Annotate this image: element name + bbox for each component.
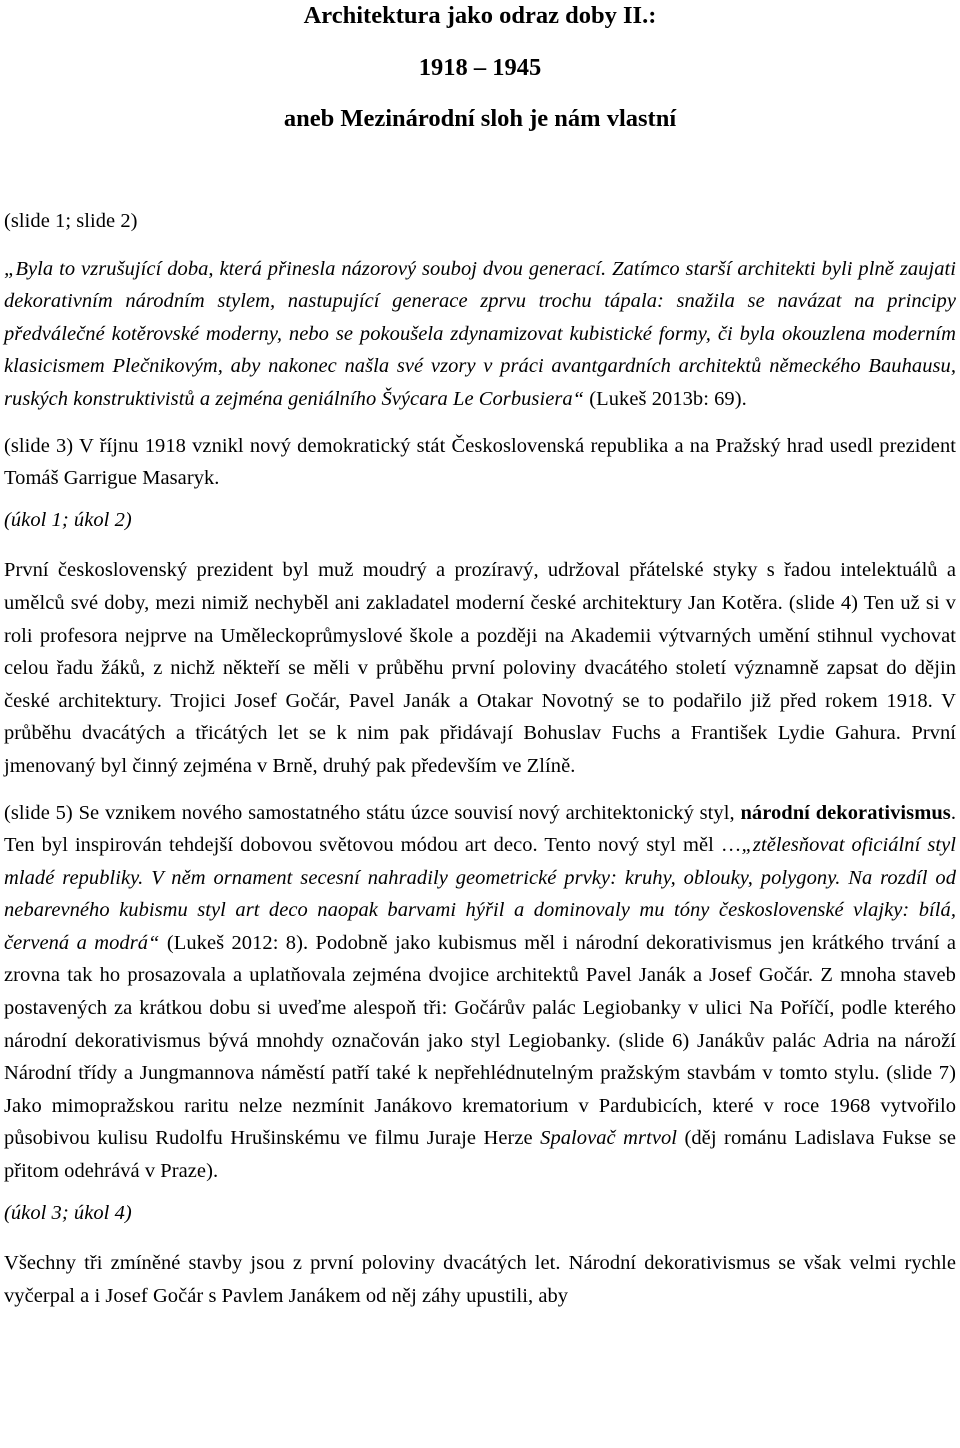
title-line-3: aneb Mezinárodní sloh je nám vlastní <box>283 105 677 132</box>
quote-citation: (Lukeš 2013b: 69). <box>584 387 747 410</box>
title-line-2: 1918 – 1945 <box>418 54 542 81</box>
slide-5-quote: „ztělesňovat oficiální styl mladé republiky. V něm ornament secesní nahradily geometrické prvky: kruhy, oblouky, polygony. Na rozdíl od nebarevného kubismu styl art deco naopak barvami hýřil a dominovaly mu tóny československé vlajky: bílá, červená a modrá“ <box>4 834 957 954</box>
slide-5-intro: (slide 5) Se vznikem nového samostatného státu úzce souvisí nový architektonický styl, <box>4 801 741 824</box>
task-text-3-4: (úkol 3; úkol 4) <box>4 1201 132 1224</box>
quote-paragraph <box>4 253 956 416</box>
film-title: Spalovač mrtvol <box>540 1127 678 1150</box>
document-page <box>4 0 956 1312</box>
slide-5-continuation: (Lukeš 2012: 8). Podobně jako kubismus měl i národní dekorativismus jen krátkého trvání a zrovna tak ho prosazovala a uplatňovala zejména dvojice architektů Pavel Janák a Josef Gočár. Z mnoha staveb postavených za krátkou dobu si uveďme alespoň tři: Gočárův palác Legiobanky v ulici Na Poříčí, podle kterého národní dekorativismus bývá mnohdy označován jako styl Legiobanky. (slide 6) Janákův palác Adria na nároží Národní třídy a Jungmannova náměstí patří také k nepřehlédnutelným pražským stavbám v tomto stylu. (slide 7) Jako mimopražskou raritu nelze nezmínit Janákovo krematorium v Pardubicích, které v roce 1968 vytvořilo působivou kulisu Rudolfu Hrušinskému ve filmu Juraje Herze <box>4 931 957 1150</box>
task-reference-3-4 <box>4 1197 956 1230</box>
paragraph-slide-5 <box>4 797 956 1188</box>
slide-5-art-deco: . Ten byl inspirován tehdejší dobovou světovou módou art deco. Tento nový styl měl … <box>4 801 956 857</box>
title-line-1: Architektura jako odraz doby II.: <box>303 2 657 29</box>
quote-text: „Byla to vzrušující doba, která přinesla názorový souboj dvou generací. Zatímco starší architekti byli plně zaujati dekorativním národním stylem, nastupující generace zprvu trochu tápala: snažila se navázat na principy předválečné kotěrovské moderny, nebo se pokoušela zdynamizovat kubistické formy, či byla okouzlena moderním klasicismem Plečnikovým, aby nakonec našla své vzory v práci avantgardních architektů německého Bauhausu, ruských konstruktivistů a zejména geniálního Švýcara Le Corbusiera“ <box>4 257 956 410</box>
task-reference-1-2 <box>4 504 956 537</box>
term-national-decorativism: národní dekorativismus <box>740 801 951 824</box>
slide-reference-1-2: (slide 1; slide 2) <box>4 210 138 232</box>
task-text-1-2: (úkol 1; úkol 2) <box>4 508 132 531</box>
paragraph-slide-3: (slide 3) V říjnu 1918 vznikl nový demokratický stát Československá republika a na Pražský hrad usedl prezident Tomáš Garrigue Masaryk. <box>4 434 956 490</box>
paragraph-president: První československý prezident byl muž moudrý a prozíravý, udržoval přátelské styky s řadou intelektuálů a umělců své doby, mezi nimiž nechyběl ani zakladatel moderní české architektury Jan Kotěra. (slide 4) Ten už si v roli profesora nejprve na Uměleckoprůmyslové škole a později na Akademii výtvarných umění stihnul vychovat celou řadu žáků, z nichž někteří se měli v průběhu první poloviny dvacátého století významně zapsat do dějin české architektury. Trojici Josef Gočár, Pavel Janák a Otakar Novotný se to podařilo již před rokem 1918. V průběhu dvacátých a třicátých let se k nim pak přidávají Bohuslav Fuchs a František Lydie Gahura. První jmenovaný byl činný zejména v Brně, druhý pak především ve Zlíně. <box>4 559 956 777</box>
paragraph-final: Všechny tři zmíněné stavby jsou z první poloviny dvacátých let. Národní dekorativismus se však velmi rychle vyčerpal a i Josef Gočár s Pavlem Janákem od něj záhy upustili, aby <box>4 1252 956 1307</box>
slide-5-ending: (děj románu Ladislava Fukse se přitom odehrává v Praze). <box>4 1127 956 1183</box>
